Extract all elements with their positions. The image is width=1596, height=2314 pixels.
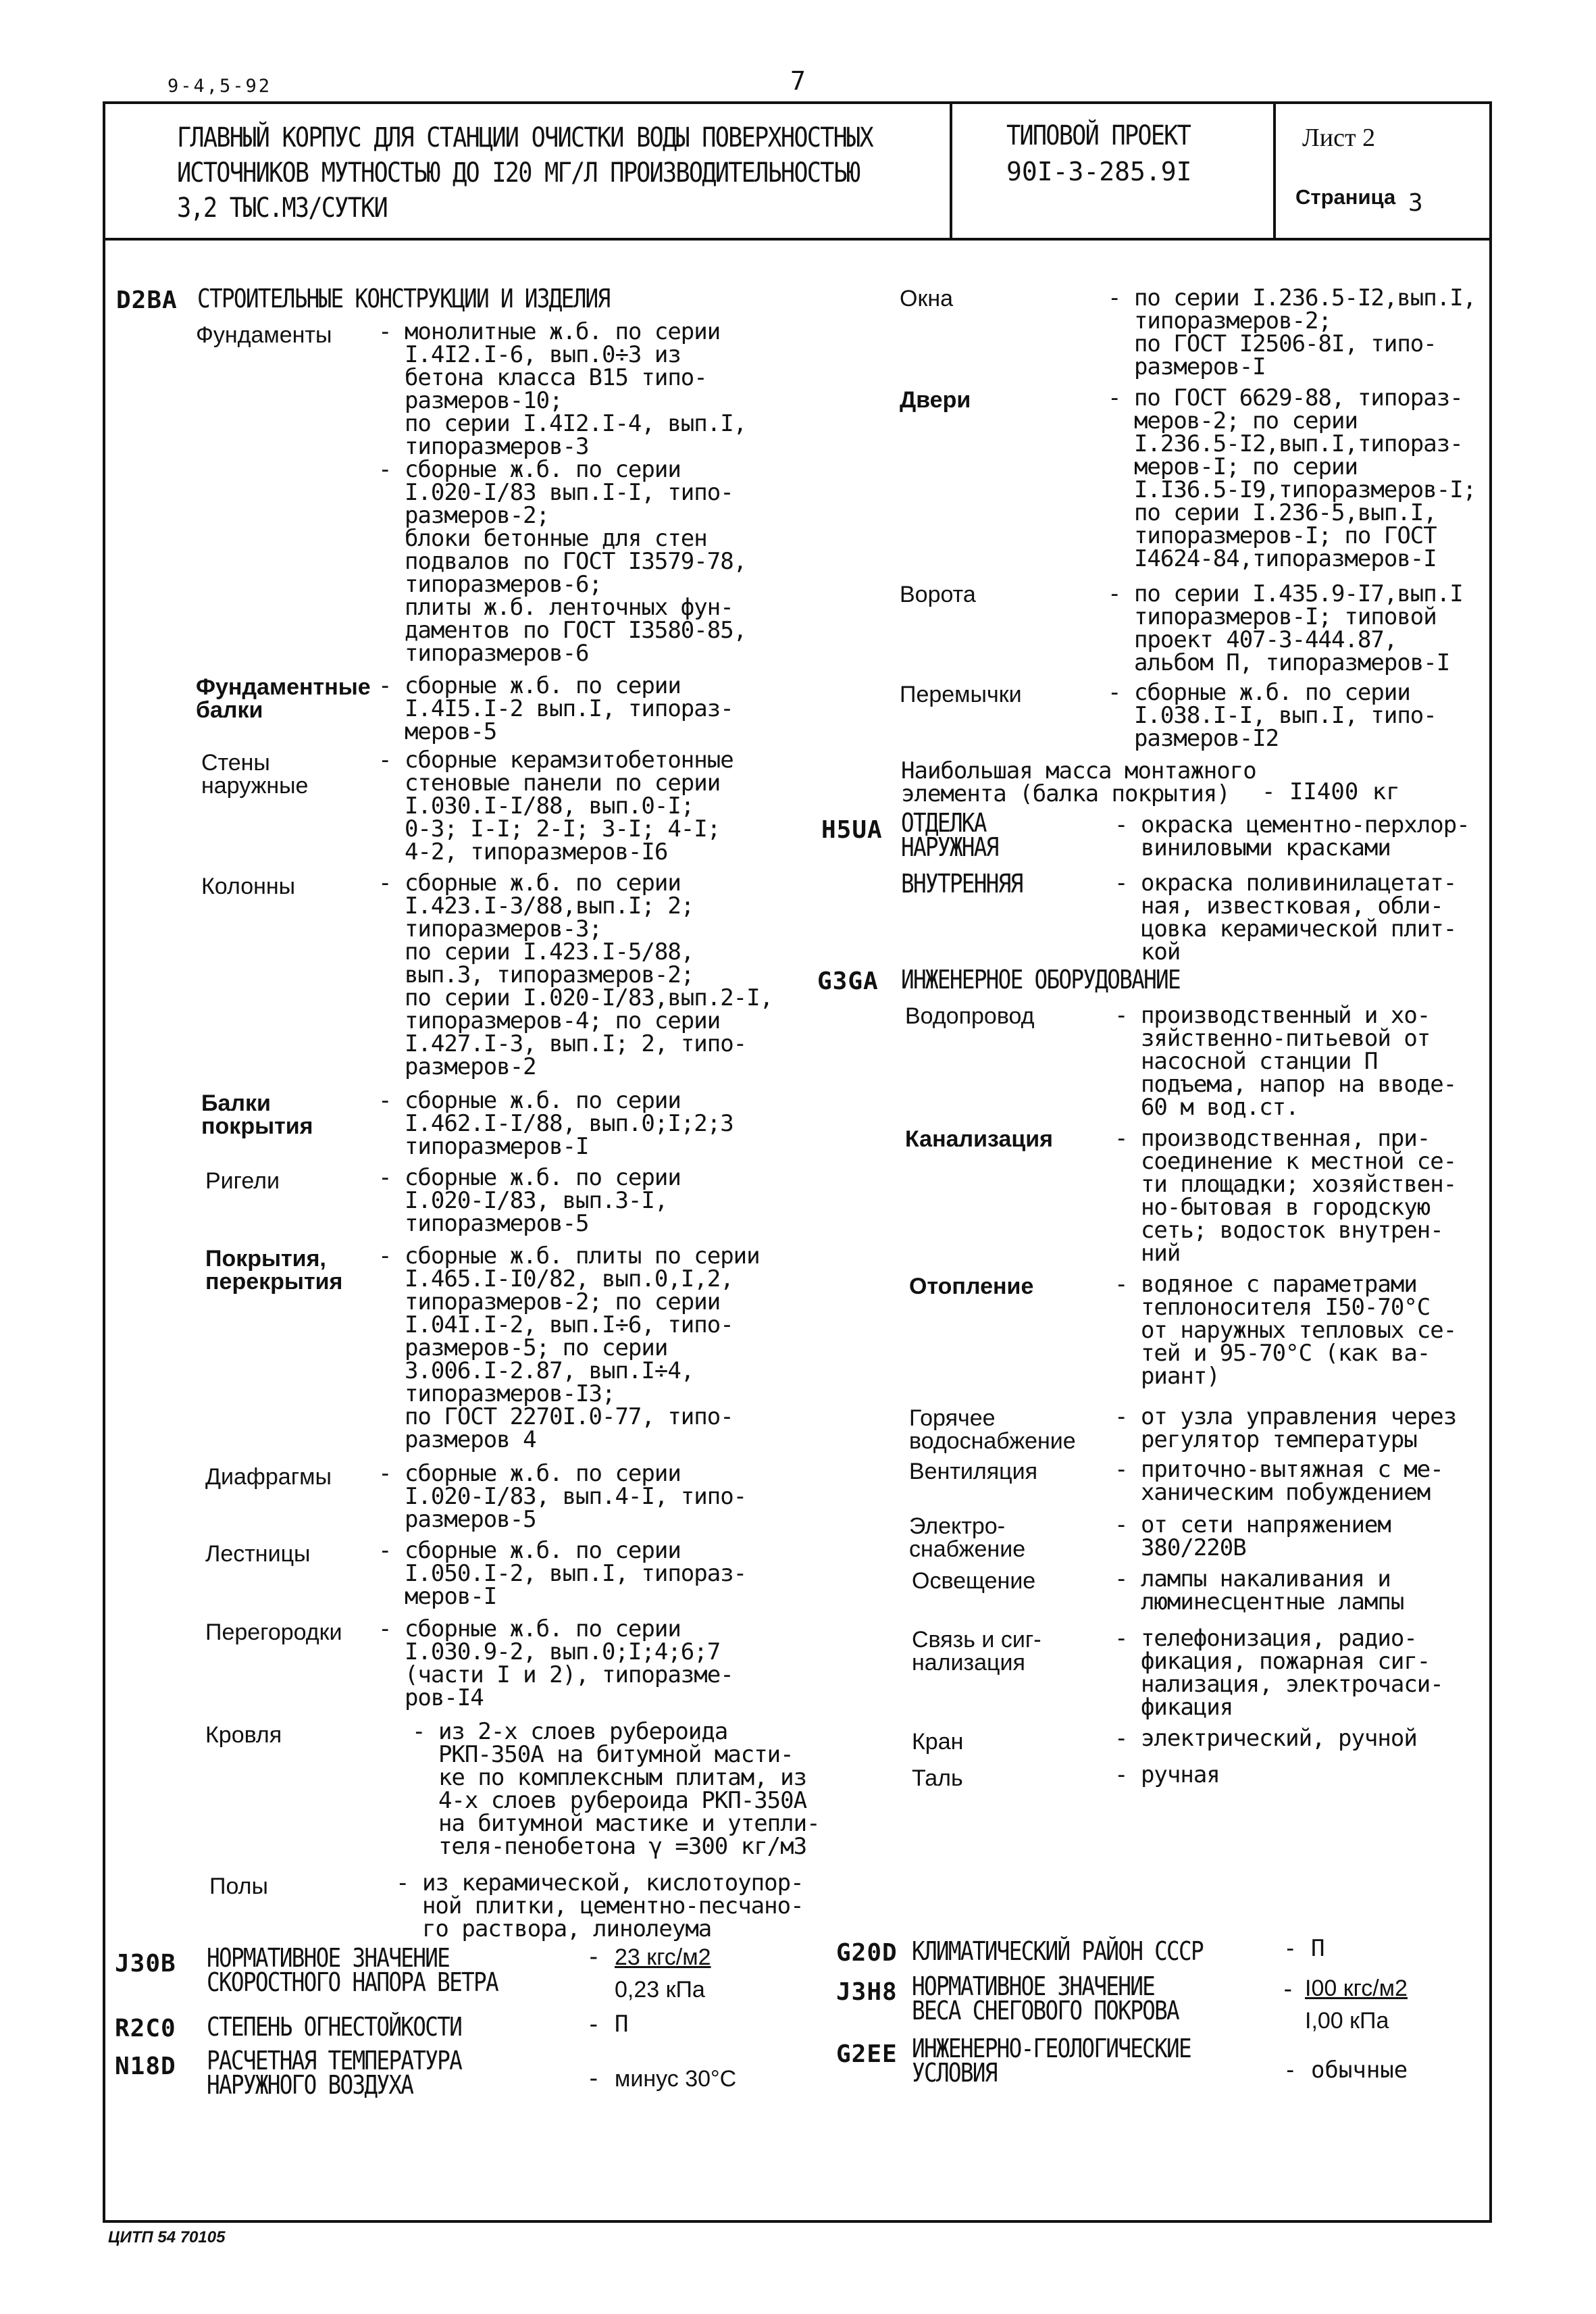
param-dash: - — [586, 1943, 601, 1971]
item-label: Горячее водоснабжение — [909, 1405, 1076, 1454]
param-value: П — [615, 2011, 629, 2038]
item-value: - лампы накаливания и люминесцентные лампы — [1114, 1565, 1404, 1615]
item-value: - водяное с параметрами теплоносителя I50-70°С от наружных тепловых се- тей и 95-70°С (как ва- риант) — [1114, 1271, 1457, 1390]
param-value: 23 кгс/м2 — [615, 1944, 711, 1970]
item-value: - монолитные ж.б. по серии I.4I2.I-6, вып.0÷3 из бетона класса В15 типо- размеров-10; по серии I.4I2.I-4, вып.I, типоразмеров-3 - сборные ж.б. по серии I.020-I/83 вып.I-I, типо- размеров-2; блоки бетонные для стен подвалов по ГОСТ I3579-78, типоразмеров-6; плиты ж.б. ленточных фун- даментов по ГОСТ I3580-85, типоразмеров-6 — [378, 318, 747, 667]
param-code: J3H8 — [836, 1978, 898, 2006]
param-value-secondary: 0,23 кПа — [615, 1977, 705, 2003]
item-label: Освещение — [912, 1568, 1036, 1594]
param-title: СТЕПЕНЬ ОГНЕСТОЙКОСТИ — [207, 2012, 462, 2042]
item-label: Вентиляция — [909, 1459, 1038, 1484]
item-value: - производственный и хо- зяйственно-питьевой от насосной станции П подъема, напор на вводе- 60 м вод.ст. — [1114, 1002, 1457, 1121]
item-label: Перемычки — [900, 682, 1022, 707]
sheet-number: Лист 2 — [1302, 124, 1376, 152]
item-label: Покрытия, перекрытия — [205, 1246, 343, 1294]
item-label: Стены наружные — [201, 750, 309, 799]
mass-value: - II400 кг — [1262, 778, 1400, 805]
item-label: Отопление — [909, 1274, 1034, 1299]
item-label: Диафрагмы — [205, 1464, 332, 1490]
item-value: - из 2-х слоев рубероида РКП-350А на битумной масти- ке по комплексным плитам, из 4-х слоев рубероида РКП-350А на битумной мастике и утепли- теля-пенобетона γ =300 кг/м3 — [412, 1718, 820, 1860]
param-value: I00 кгс/м2 — [1305, 1976, 1408, 2001]
item-value: - сборные ж.б. по серии I.038.I-I, вып.I, типо- размеров-I2 — [1108, 679, 1437, 752]
param-value: - П — [1283, 1935, 1325, 1962]
header-separator-2 — [1273, 101, 1276, 239]
item-value: - производственная, при- соединение к местной се- ти площадки; хозяйствен- но-бытовая в городскую сеть; водосток внутрен- ний — [1114, 1125, 1457, 1267]
item-value: - по серии I.435.9-I7,вып.I типоразмеров-I; типовой проект 407-3-444.87, альбом П, типоразмеров-I — [1108, 580, 1463, 676]
item-value: - по серии I.236.5-I2,вып.I, типоразмеров-2; по ГОСТ I2506-8I, типо- размеров-I — [1108, 284, 1476, 380]
item-value: - от узла управления через регулятор температуры — [1114, 1403, 1457, 1453]
item-label: Перегородки — [205, 1619, 342, 1645]
item-label: Полы — [209, 1873, 268, 1899]
item-label: Канализация — [905, 1126, 1054, 1152]
item-value: - по ГОСТ 6629-88, типораз- меров-2; по серии I.236.5-I2,вып.I,типораз- меров-I; по серии I.I36.5-I9,типоразмеров-I; по серии I.236-5,вып.I, типоразмеров-I; по ГОСТ I4624-84,типоразмеров-I — [1108, 384, 1476, 572]
item-value: - сборные ж.б. по серии I.4I5.I-2 вып.I, типораз- меров-5 — [378, 672, 733, 745]
footer-stamp: ЦИТП 54 70105 — [108, 2228, 226, 2246]
page-label: Страница — [1295, 185, 1396, 209]
param-title: НОРМАТИВНОЕ ЗНАЧЕНИЕ СКОРОСТНОГО НАПОРА ВЕТРА — [207, 1943, 498, 1997]
item-value: - сборные ж.б. по серии I.462.I-I/88, вып.0;I;2;3 типоразмеров-I — [378, 1087, 733, 1160]
param-code: G2EE — [836, 2040, 898, 2068]
item-value: - от сети напряжением 380/220В — [1114, 1511, 1391, 1561]
param-value: минус 30°С — [615, 2066, 737, 2092]
item-value: - сборные ж.б. по серии I.030.9-2, вып.0;I;4;6;7 (части I и 2), типоразме- ров-I4 — [378, 1615, 733, 1711]
item-value: - сборные ж.б. плиты по серии I.465.I-I0/82, вып.0,I,2, типоразмеров-2; по серии I.04I.I-2, вып.I÷6, типо- размеров-5; по серии 3.006.I-2.87, вып.I÷4, типоразмеров-I3; по ГОСТ 2270I.0-77, типо- размеров 4 — [378, 1242, 760, 1453]
param-dash: - — [586, 2065, 601, 2092]
item-label: Фундаменты — [196, 322, 332, 348]
item-label: Электро- снабжение — [909, 1513, 1026, 1562]
finish-outer-value: - окраска цементно-перхлор- виниловыми красками — [1114, 811, 1470, 861]
param-value: - обычные — [1283, 2057, 1408, 2084]
section-title: СТРОИТЕЛЬНЫЕ КОНСТРУКЦИИ И ИЗДЕЛИЯ — [197, 284, 610, 313]
mass-label: Наибольшая масса монтажного элемента (балка покрытия) — [901, 757, 1256, 807]
item-value: - ручная — [1114, 1761, 1220, 1788]
section-code: H5UA — [821, 816, 883, 844]
param-code: N18D — [115, 2053, 176, 2080]
item-value: - электрический, ручной — [1114, 1725, 1417, 1752]
param-value-secondary: I,00 кПа — [1305, 2008, 1389, 2034]
param-code: R2C0 — [115, 2015, 176, 2042]
finish-inner-value: - окраска поливинилацетат- ная, известковая, обли- цовка керамической плит- кой — [1114, 870, 1457, 965]
item-value: - из керамической, кислотоупор- ной плитки, цементно-песчано- го раствора, линолеума — [396, 1869, 804, 1942]
item-label: Фундаментные балки — [196, 674, 371, 723]
item-label: Балки покрытия — [201, 1090, 313, 1139]
item-value: - сборные ж.б. по серии I.050.I-2, вып.I, типораз- меров-I — [378, 1537, 747, 1610]
param-title: РАСЧЕТНАЯ ТЕМПЕРАТУРА НАРУЖНОГО ВОЗДУХА — [207, 2046, 462, 2100]
header-title: ГЛАВНЫЙ КОРПУС ДЛЯ СТАНЦИИ ОЧИСТКИ ВОДЫ ПОВЕРХНОСТНЫХ ИСТОЧНИКОВ МУТНОСТЬЮ ДО I20 МГ/Л ПРОИЗВОДИТЕЛЬНОСТЬЮ 3,2 ТЫС.М3/СУТКИ — [177, 122, 873, 224]
param-title: КЛИМАТИЧЕСКИЙ РАЙОН СССР — [912, 1936, 1203, 1966]
param-code: G20D — [836, 1939, 898, 1967]
section-code: D2BA — [116, 286, 178, 314]
item-label: Кровля — [205, 1722, 282, 1748]
item-label: Таль — [912, 1765, 963, 1791]
page-number: 7 — [790, 66, 806, 96]
param-code: J30B — [115, 1950, 176, 1978]
param-dash: - — [1281, 1976, 1295, 2003]
item-label: Кран — [912, 1729, 964, 1755]
page-value: 3 — [1408, 189, 1423, 217]
item-value: - сборные ж.б. по серии I.423.I-3/88,вып.I; 2; типоразмеров-3; по серии I.423.I-5/88, вып.3, типоразмеров-2; по серии I.020-I/83,вып.2-I, типоразмеров-4; по серии I.427.I-3, вып.I; 2, типо- размеров-2 — [378, 870, 773, 1080]
item-label: Двери — [900, 387, 971, 413]
section-code: G3GA — [817, 967, 879, 995]
item-value: - приточно-вытяжная с ме- ханическим побуждением — [1114, 1456, 1443, 1506]
item-label: Окна — [900, 286, 954, 311]
project-label: ТИПОВОЙ ПРОЕКТ — [1006, 120, 1191, 151]
header-separator-1 — [950, 101, 952, 239]
item-value: - сборные ж.б. по серии I.020-I/83, вып.3-I, типоразмеров-5 — [378, 1164, 681, 1237]
item-label: Ригели — [205, 1168, 280, 1194]
item-label: Связь и сиг- нализация — [912, 1627, 1041, 1676]
item-label: Ворота — [900, 582, 976, 607]
section-title: ИНЖЕНЕРНОЕ ОБОРУДОВАНИЕ — [901, 965, 1180, 995]
finish-outer-label: ОТДЕЛКА НАРУЖНАЯ — [901, 808, 998, 862]
item-label: Колонны — [201, 874, 296, 899]
item-value: - сборные ж.б. по серии I.020-I/83, вып.4-I, типо- размеров-5 — [378, 1460, 747, 1533]
param-dash: - — [586, 2011, 601, 2038]
item-value: - телефонизация, радио- фикация, пожарная сиг- нализация, электрочаси- фикация — [1114, 1625, 1443, 1721]
param-title: ИНЖЕНЕРНО-ГЕОЛОГИЧЕСКИЕ УСЛОВИЯ — [912, 2034, 1191, 2088]
item-value: - сборные керамзитобетонные стеновые панели по серии I.030.I-I/88, вып.0-I; 0-3; I-I; 2-I; 3-I; 4-I; 4-2, типоразмеров-I6 — [378, 747, 733, 865]
item-label: Водопровод — [905, 1003, 1035, 1029]
item-label: Лестницы — [205, 1541, 311, 1567]
finish-inner-label: ВНУТРЕННЯЯ — [901, 869, 1023, 899]
param-title: НОРМАТИВНОЕ ЗНАЧЕНИЕ ВЕСА СНЕГОВОГО ПОКРОВА — [912, 1971, 1179, 2026]
header-divider — [103, 238, 1492, 241]
project-number: 90I-3-285.9I — [1006, 157, 1192, 186]
document-code: 9-4,5-92 — [168, 76, 272, 97]
